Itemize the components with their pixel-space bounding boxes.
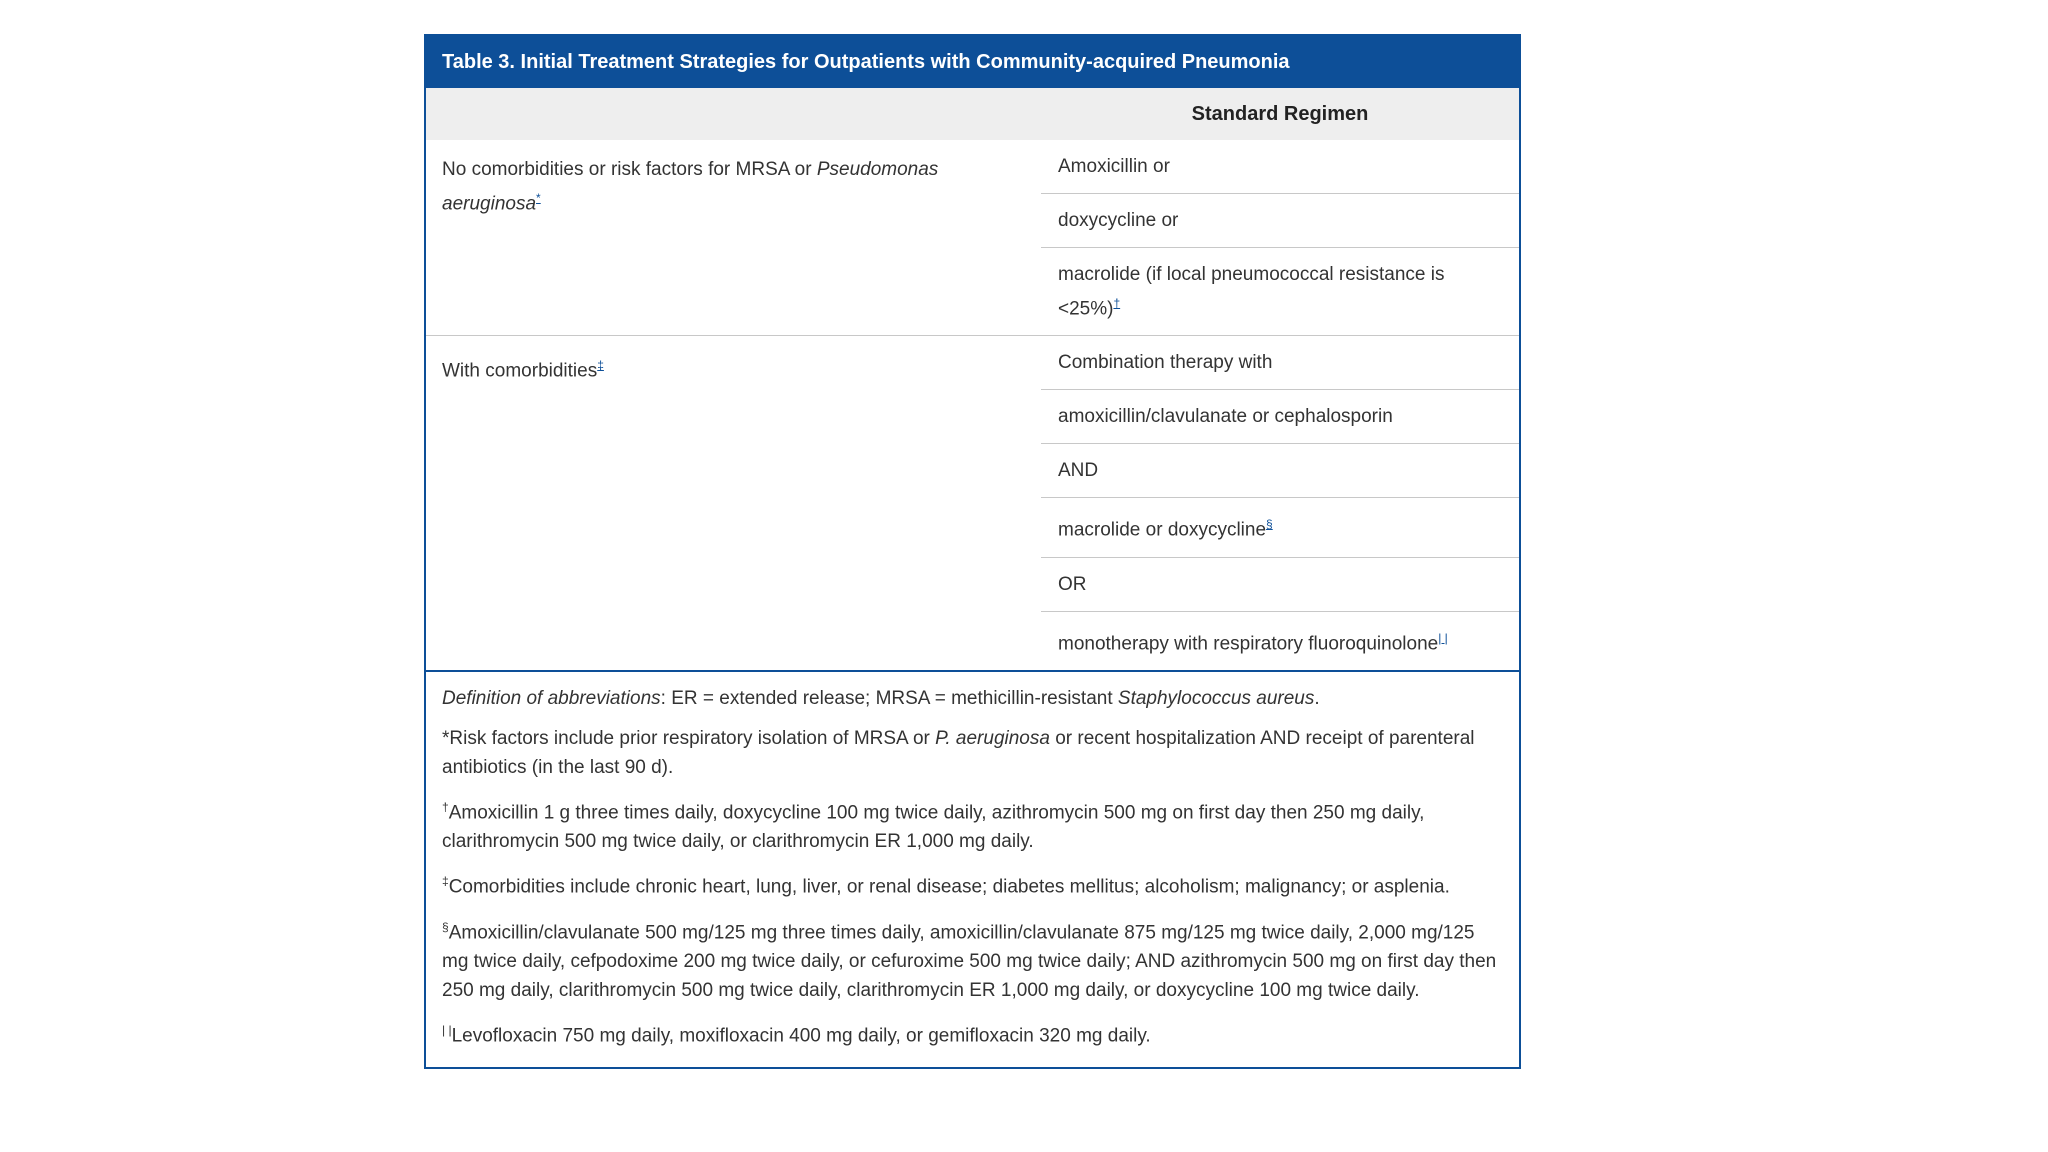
note4-text: Amoxicillin/clavulanate 500 mg/125 mg three times daily, amoxicillin/clavulanate 875 mg/125 mg twice daily, 2,000 mg/125 mg twice daily, cefpodoxime 200 mg twice daily, or cefuroxime 500 mg twice daily; AND azithromycin 500 mg on first day then 250 mg daily, clarithromycin 500 mg twice daily, clarithromycin ER 1,000 mg daily, or doxycycline 100 mg twice daily. [442, 921, 1497, 1001]
note1-post: or recent hospitalization AND receipt of parenteral antibiotics (in the last 90 d). [442, 727, 1475, 778]
abbr-text: : ER = extended release; MRSA = methicillin-resistant [660, 687, 1118, 709]
note5-text: Levofloxacin 750 mg daily, moxifloxacin 400 mg daily, or gemifloxacin 320 mg daily. [451, 1025, 1151, 1047]
group-label-no-comorbidities [426, 140, 1041, 335]
treatment-table [424, 34, 1521, 1069]
note4-mark: § [442, 919, 449, 934]
regimen-text: macrolide (if local pneumococcal resistance is <25%) [1058, 264, 1445, 320]
footnote-link-double-dagger[interactable]: ‡ [597, 358, 604, 373]
note-parallel [442, 1016, 1503, 1050]
group1-label-text: No comorbidities or risk factors for MRSA or [442, 159, 817, 180]
note3-text: Comorbidities include chronic heart, lung, liver, or renal disease; diabetes mellitus; alcoholism; malignancy; or asplenia. [448, 876, 1450, 898]
note1-pre: *Risk factors include prior respiratory isolation of MRSA or [442, 727, 936, 749]
regimen-cell: Amoxicillin or [1041, 140, 1519, 194]
footnote-link-dagger[interactable]: † [1113, 296, 1121, 310]
regimen-text: macrolide or doxycycline [1058, 519, 1267, 541]
abbr-label: Definition of abbreviations [442, 687, 661, 709]
footnote-link-parallel[interactable]: | | [1438, 630, 1448, 645]
group-with-comorbidities [426, 336, 1519, 670]
regimen-cell [1041, 248, 1519, 335]
note-double-dagger [442, 867, 1503, 901]
abbr-italic: Staphylococcus aureus [1117, 687, 1315, 709]
regimen-cell [1041, 498, 1519, 557]
note-abbreviations [442, 684, 1503, 713]
regimen-cell [1041, 612, 1519, 670]
regimen-text: monotherapy with respiratory fluoroquinolone [1058, 632, 1439, 654]
group2-regimens [1041, 336, 1519, 670]
regimen-cell: OR [1041, 558, 1519, 612]
note-section [442, 913, 1503, 1005]
note2-text: Amoxicillin 1 g three times daily, doxycycline 100 mg twice daily, azithromycin 500 mg on first day then 250 mg daily, clarithromycin 500 mg twice daily, or clarithromycin ER 1,000 mg daily. [442, 802, 1425, 853]
footnote-link-section[interactable]: § [1266, 517, 1273, 532]
group-no-comorbidities [426, 140, 1519, 336]
regimen-cell: amoxicillin/clavulanate or cephalosporin [1041, 390, 1519, 444]
group2-label-text: With comorbidities [442, 360, 598, 382]
note5-mark: | | [442, 1022, 452, 1037]
regimen-cell: Combination therapy with [1041, 336, 1519, 390]
note-dagger [442, 793, 1503, 856]
column-header-standard-regimen: Standard Regimen [1191, 102, 1369, 125]
note1-italic: P. aeruginosa [935, 727, 1050, 749]
regimen-cell: AND [1041, 444, 1519, 498]
table-footnotes [426, 670, 1519, 1067]
group1-label-italic: Pseudomonas aeruginosa [442, 159, 939, 215]
table-title: Table 3. Initial Treatment Strategies for Outpatients with Community-acquired Pneumonia [426, 36, 1519, 88]
footnote-link-star[interactable]: * [536, 191, 541, 205]
regimen-cell: doxycycline or [1041, 194, 1519, 248]
group-label-with-comorbidities [426, 336, 1041, 670]
table-header-row [426, 88, 1519, 140]
note2-mark: † [442, 799, 449, 814]
abbr-end: . [1314, 687, 1320, 709]
note-risk-factors [442, 724, 1503, 782]
group1-regimens [1041, 140, 1519, 335]
note3-mark: ‡ [442, 874, 449, 889]
